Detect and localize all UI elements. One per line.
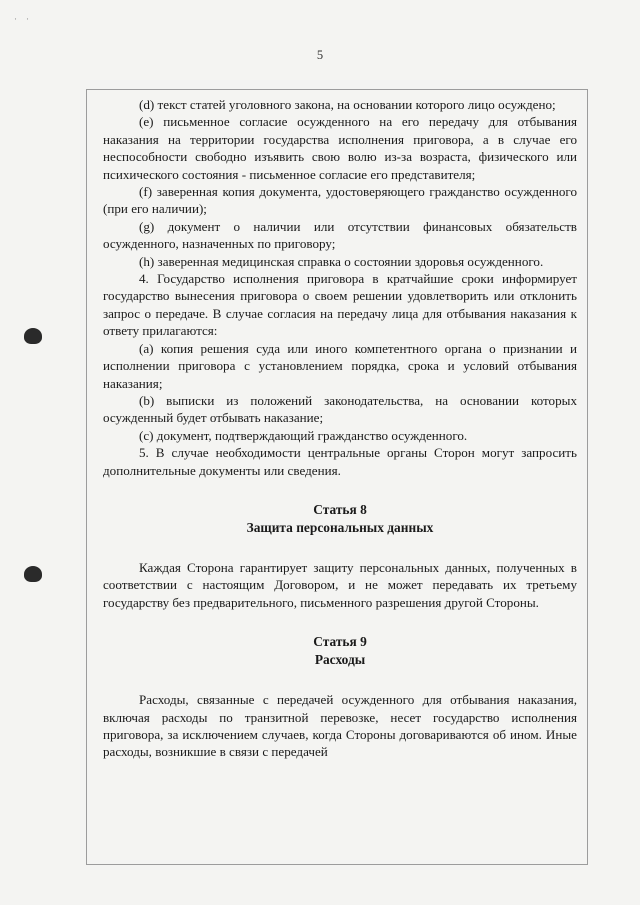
paragraph-c: (c) документ, подтверждающий гражданство осужденного. [139,427,468,443]
article-9-text: Расходы, связанные с передачей осужденного для отбывания наказания, включая расходы по транзитной перевозке, несет государство исполнения приговора, за исключением случаев, когда Стороны договариваются об ином. Иные расходы, возникшие в связи с передачей [103,692,577,760]
paragraph-5: 5. В случае необходимости центральные органы Сторон могут запросить дополнительные документы или сведения. [103,445,577,478]
paragraph-b: (b) выписки из положений законодательства, на основании которых осужденный будет отбывать наказание; [103,392,577,426]
paragraph-a: (a) копия решения суда или иного компетентного органа о признании и исполнении приговора с установлением порядка, срока и условий отбывания наказания; [103,340,577,391]
paragraph-d: (d) текст статей уголовного закона, на основании которого лицо осуждено; [139,97,556,112]
page-number: 5 [316,48,324,62]
paragraph-g: (g) документ о наличии или отсутствии финансовых обязательств осужденного, назначенных по приговору; [103,218,577,252]
paragraph-f: (f) заверенная копия документа, удостоверяющего гражданство осужденного (при его наличии); [103,184,577,217]
scan-specks: · · [14,14,29,24]
article-8-title: Защита персональных данных [246,519,434,535]
punch-hole [24,566,42,582]
article-9-number: Статья 9 [313,634,367,650]
paragraph-e: (e) письменное согласие осужденного на его передачу для отбывания наказания на территории государства исполнения приговора, а в случае его неспособности свободно изъявить свою волю из-за возраста, физического или психического состояния - письменное согласие его представителя; [103,114,577,182]
paragraph-h: (h) заверенная медицинская справка о состоянии здоровья осужденного. [139,253,544,269]
document-body [103,96,577,761]
article-8-number: Статья 8 [313,501,367,517]
article-9-title: Расходы [314,652,366,668]
punch-hole [24,328,42,344]
paragraph-4: 4. Государство исполнения приговора в кратчайшие сроки информирует государство вынесения приговора о своем решении удовлетворить или отклонить запрос о передаче. В случае согласия на передачу лица для отбывания наказания к ответу прилагаются: [103,271,577,339]
article-8-text: Каждая Сторона гарантирует защиту персональных данных, полученных в соответствии с настоящим Договором, и не может передавать их третьему государству без предварительного, письменного разрешения другой Стороны. [103,559,577,610]
